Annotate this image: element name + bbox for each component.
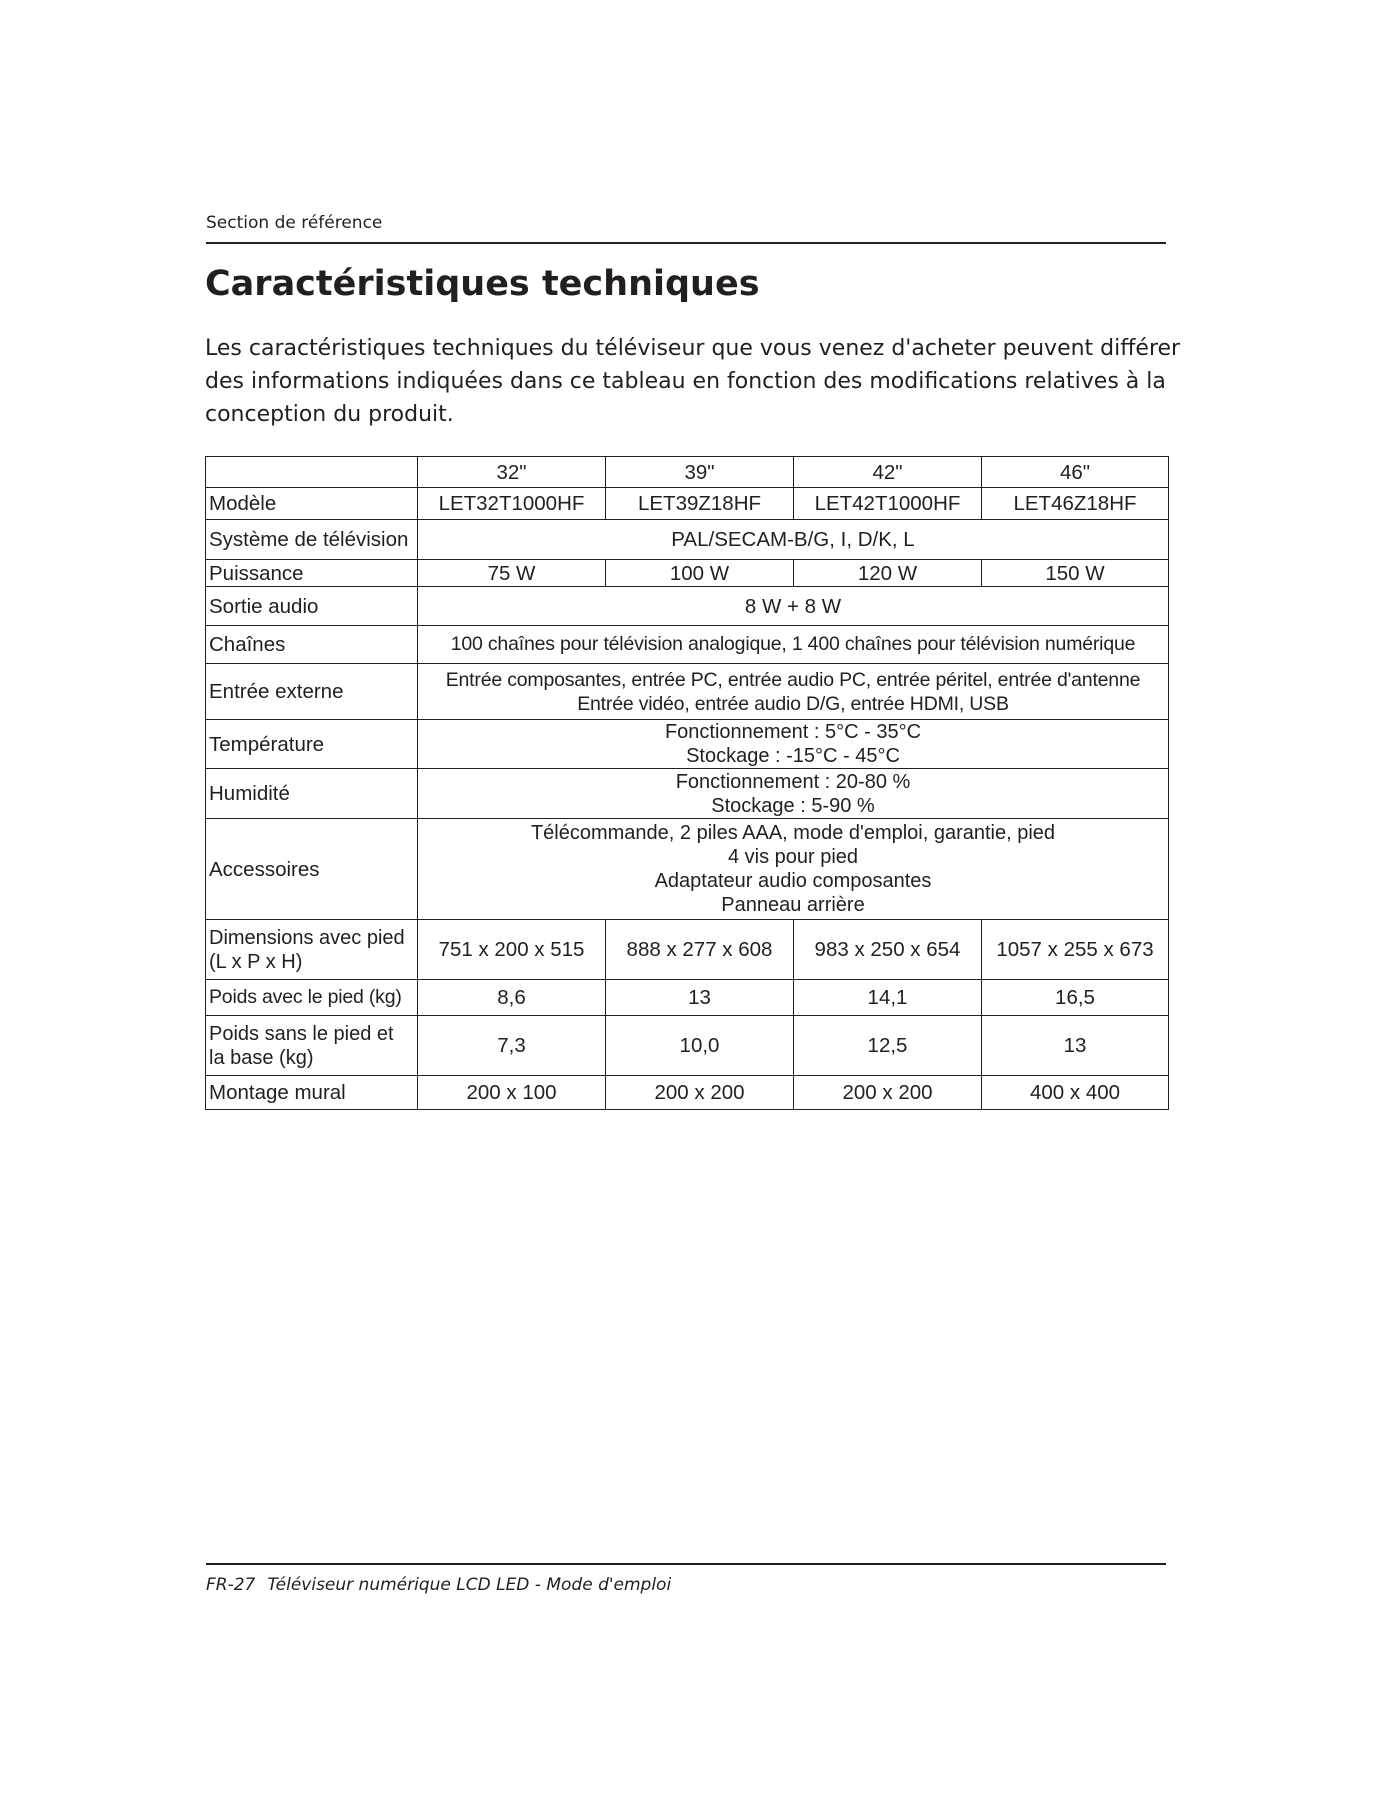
table-row-audio <box>206 587 1169 626</box>
temperature-line: Stockage : -15°C - 45°C <box>686 745 900 767</box>
table-row-humidity <box>206 769 1169 819</box>
table-row-channels <box>206 626 1169 664</box>
humidity-cell <box>418 769 1169 819</box>
table-cell-empty <box>206 457 418 488</box>
header-divider <box>206 242 1166 244</box>
dimensions-label-line: Dimensions avec pied <box>209 926 405 949</box>
dimensions-cell: 751 x 200 x 515 <box>418 920 606 980</box>
table-row-model <box>206 488 1169 520</box>
row-label-audio: Sortie audio <box>206 587 418 626</box>
table-row-power <box>206 560 1169 587</box>
wall-mount-cell: 200 x 100 <box>418 1076 606 1110</box>
section-label: Section de référence <box>206 213 383 233</box>
model-cell: LET42T1000HF <box>794 488 982 520</box>
table-row-external-input <box>206 664 1169 720</box>
page-footer <box>206 1575 671 1595</box>
row-label-wall-mount: Montage mural <box>206 1076 418 1110</box>
size-header-cell: 46" <box>982 457 1169 488</box>
weight-without-stand-label-line: Poids sans le pied et <box>209 1022 394 1045</box>
wall-mount-cell: 200 x 200 <box>606 1076 794 1110</box>
table-row-wall-mount <box>206 1076 1169 1110</box>
weight-with-stand-cell: 16,5 <box>982 980 1169 1016</box>
size-header-cell: 39" <box>606 457 794 488</box>
row-label-humidity: Humidité <box>206 769 418 819</box>
row-label-power: Puissance <box>206 560 418 587</box>
weight-without-stand-cell: 12,5 <box>794 1016 982 1076</box>
external-input-line: Entrée composantes, entrée PC, entrée audio PC, entrée péritel, entrée d'antenne <box>445 668 1141 691</box>
size-header-cell: 32" <box>418 457 606 488</box>
row-label-model: Modèle <box>206 488 418 520</box>
temperature-line: Fonctionnement : 5°C - 35°C <box>664 721 922 743</box>
external-input-line: Entrée vidéo, entrée audio D/G, entrée HDMI, USB <box>577 692 1009 715</box>
row-label-weight-without-stand <box>206 1016 418 1076</box>
row-label-tv-system: Système de télévision <box>206 520 418 560</box>
footer-title: Téléviseur numérique LCD LED - Mode d'emploi <box>267 1575 672 1595</box>
channels-cell: 100 chaînes pour télévision analogique, 1 400 chaînes pour télévision numérique <box>418 626 1169 664</box>
weight-with-stand-cell: 14,1 <box>794 980 982 1016</box>
model-cell: LET46Z18HF <box>982 488 1169 520</box>
tv-system-cell: PAL/SECAM-B/G, I, D/K, L <box>418 520 1169 560</box>
table-row-weight-with-stand <box>206 980 1169 1016</box>
power-cell: 100 W <box>606 560 794 587</box>
intro-paragraph: Les caractéristiques techniques du téléviseur que vous venez d'acheter peuvent différer des informations indiquées dans ce tableau en fonction des modifications relatives à la conception du produit. <box>205 336 1181 427</box>
accessories-line: 4 vis pour pied <box>727 846 859 868</box>
size-header-cell: 42" <box>794 457 982 488</box>
table-row-accessories <box>206 819 1169 920</box>
row-label-external-input: Entrée externe <box>206 664 418 720</box>
dimensions-label-line: (L x P x H) <box>209 950 303 973</box>
table-row-temperature <box>206 720 1169 769</box>
accessories-line: Adaptateur audio composantes <box>654 870 932 892</box>
audio-cell: 8 W + 8 W <box>418 587 1169 626</box>
page-number: FR-27 <box>206 1575 256 1595</box>
weight-without-stand-cell: 10,0 <box>606 1016 794 1076</box>
accessories-cell <box>418 819 1169 920</box>
humidity-line: Fonctionnement : 20-80 % <box>675 770 911 793</box>
model-cell: LET39Z18HF <box>606 488 794 520</box>
accessories-line: Télécommande, 2 piles AAA, mode d'emploi, garantie, pied <box>530 822 1056 844</box>
table-row-weight-without-stand <box>206 1016 1169 1076</box>
page-title: Caractéristiques techniques <box>205 264 760 304</box>
row-label-weight-with-stand: Poids avec le pied (kg) <box>206 980 418 1016</box>
accessories-line: Panneau arrière <box>721 894 865 916</box>
dimensions-cell: 888 x 277 x 608 <box>606 920 794 980</box>
model-cell: LET32T1000HF <box>418 488 606 520</box>
footer-divider <box>206 1563 1166 1565</box>
wall-mount-cell: 400 x 400 <box>982 1076 1169 1110</box>
temperature-cell <box>418 720 1169 769</box>
power-cell: 120 W <box>794 560 982 587</box>
row-label-temperature: Température <box>206 720 418 769</box>
dimensions-cell: 983 x 250 x 654 <box>794 920 982 980</box>
weight-without-stand-label-line: la base (kg) <box>209 1046 314 1069</box>
weight-without-stand-cell: 7,3 <box>418 1016 606 1076</box>
specifications-table <box>205 456 1169 1110</box>
weight-with-stand-cell: 8,6 <box>418 980 606 1016</box>
table-row-tv-system <box>206 520 1169 560</box>
external-input-cell <box>418 664 1169 720</box>
weight-without-stand-cell: 13 <box>982 1016 1169 1076</box>
wall-mount-cell: 200 x 200 <box>794 1076 982 1110</box>
weight-with-stand-cell: 13 <box>606 980 794 1016</box>
table-row-dimensions <box>206 920 1169 980</box>
power-cell: 150 W <box>982 560 1169 587</box>
row-label-channels: Chaînes <box>206 626 418 664</box>
power-cell: 75 W <box>418 560 606 587</box>
table-row-sizes <box>206 457 1169 488</box>
row-label-accessories: Accessoires <box>206 819 418 920</box>
humidity-line: Stockage : 5-90 % <box>711 794 875 817</box>
dimensions-cell: 1057 x 255 x 673 <box>982 920 1169 980</box>
row-label-dimensions <box>206 920 418 980</box>
